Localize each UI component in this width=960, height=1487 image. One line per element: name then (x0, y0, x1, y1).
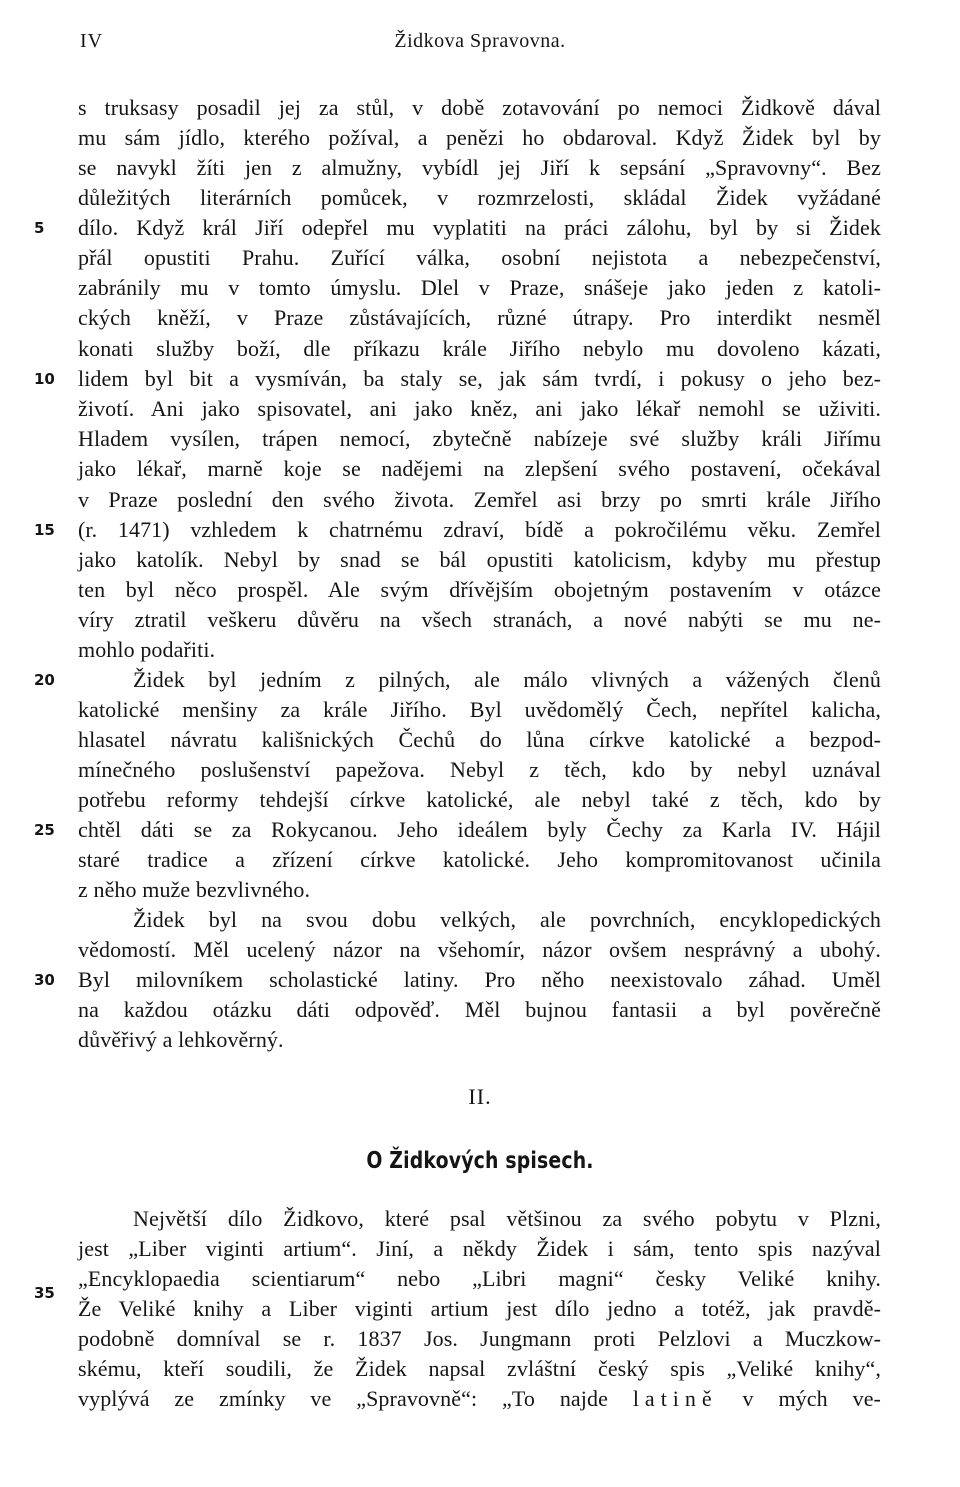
line-marker: 30 (34, 971, 55, 989)
text-line: víry ztratil veškeru důvěru na všech stranách, a nové nabýti se mu ne- (78, 607, 881, 632)
page-number: IV (80, 30, 104, 52)
section-title: O Židkových spisech. (366, 1148, 594, 1174)
text-line: skému, kteří soudili, že Židek napsal zvláštní český spis „Veliké knihy“, (78, 1356, 881, 1381)
text-line: hlasatel návratu kališnických Čechů do lůna církve katolické a bezpod- (78, 727, 881, 752)
text-line: potřebu reformy tehdejší církve katolické, ale nebyl také z těch, kdo by (78, 787, 881, 812)
text-line: mohlo podařiti. (78, 637, 216, 662)
text-line: vědomostí. Měl ucelený názor na všehomír, názor ovšem nesprávný a ubohý. (78, 937, 881, 962)
text-line: Hladem vysílen, trápen nemocí, zbytečně nabízeje své služby králi Jiřímu (78, 426, 881, 451)
line-marker: 10 (34, 370, 55, 388)
text-line: důvěřivý a lehkověrný. (78, 1027, 284, 1052)
text-line: „Encyklopaedia scientiarum“ nebo „Libri magni“ česky Veliké knihy. (78, 1266, 881, 1291)
text-fragment: vyplývá ze zmínky ve „Spravovně“: „To najde (78, 1386, 633, 1411)
text-line: Byl milovníkem scholastické latiny. Pro něho neexistovalo záhad. Uměl (78, 967, 881, 992)
text-line: Židek byl na svou dobu velkých, ale povrchních, encyklopedických (133, 907, 881, 932)
text-line: na každou otázku dáti odpověď. Měl bujnou fantasii a byl pověrečně (78, 997, 881, 1022)
line-marker: 15 (34, 521, 55, 539)
text-line: chtěl dáti se za Rokycanou. Jeho ideálem byly Čechy za Karla IV. Hájil (78, 817, 881, 842)
text-line: podobně domníval se r. 1837 Jos. Jungmann proti Pelzlovi a Muczkow- (78, 1326, 881, 1351)
text-line: se navykl žíti jen z almužny, vybídl jej Jiří k sepsání „Spravovny“. Bez (78, 155, 881, 180)
text-line: katolické menšiny za krále Jiřího. Byl uvědomělý Čech, nepřítel kalicha, (78, 697, 881, 722)
text-line: Že Veliké knihy a Liber viginti artium jest dílo jedno a totéž, jak pravdě- (78, 1296, 881, 1321)
text-line: jako lékař, marně koje se nadějemi na zlepšení svého postavení, očekával (78, 456, 881, 481)
text-line: (r. 1471) vzhledem k chatrnému zdraví, bídě a pokročilému věku. Zemřel (78, 517, 881, 542)
text-line: staré tradice a zřízení církve katolické. Jeho kompromitovanost učinila (78, 847, 881, 872)
text-line: jest „Liber viginti artium“. Jiní, a někdy Židek i sám, tento spis nazýval (78, 1236, 881, 1261)
text-line: dílo. Když král Jiří odepřel mu vyplatiti na práci zálohu, byl by si Židek (78, 215, 881, 240)
running-title: Židkova Spravovna. (394, 30, 566, 52)
text-line: zabránily mu v tomto úmyslu. Dlel v Praze, snášeje jako jeden z katoli- (78, 275, 881, 300)
text-line: mu sám jídlo, kterého požíval, a penězi ho obdaroval. Když Židek byl by (78, 125, 881, 150)
text-line: v Praze poslední den svého života. Zemřel asi brzy po smrti krále Jiřího (78, 487, 881, 512)
text-line: Největší dílo Židkovo, které psal většinou za svého pobytu v Plzni, (133, 1206, 881, 1231)
text-line: s truksasy posadil jej za stůl, v době zotavování po nemoci Židkově dával (78, 95, 881, 120)
spaced-word: latině (632, 1386, 718, 1411)
text-line: životí. Ani jako spisovatel, ani jako kněz, ani jako lékař nemohl se uživiti. (78, 396, 881, 421)
text-line: přál opustiti Prahu. Zuřící válka, osobní nejistota a nebezpečenství, (78, 245, 881, 270)
text-line: z něho muže bezvlivného. (78, 877, 311, 902)
text-fragment: v mých ve- (717, 1386, 881, 1411)
text-line: ten byl něco prospěl. Ale svým dřívějším obojetným postavením v otázce (78, 577, 881, 602)
text-line: lidem byl bit a vysmíván, ba staly se, jak sám tvrdí, i pokusy o jeho bez- (78, 366, 881, 391)
line-marker: 25 (34, 821, 55, 839)
text-line: důležitých literárních pomůcek, v rozmrzelosti, skládal Židek vyžádané (78, 185, 881, 210)
text-line: jako katolík. Nebyl by snad se bál opustiti katolicism, kdyby mu přestup (78, 547, 881, 572)
line-marker: 20 (34, 671, 55, 689)
text-line: Židek byl jedním z pilných, ale málo vlivných a vážených členů (133, 667, 881, 692)
line-marker: 5 (34, 219, 45, 237)
text-line: ckých kněží, v Praze zůstávajících, různé útrapy. Pro interdikt nesměl (78, 305, 881, 330)
section-number: II. (468, 1084, 492, 1109)
text-line (78, 1383, 881, 1415)
text-line: konati služby boží, dle příkazu krále Jiřího nebylo mu dovoleno kázati, (78, 336, 881, 361)
text-line: mínečného poslušenství papežova. Nebyl z těch, kdo by nebyl uznával (78, 757, 881, 782)
line-marker: 35 (34, 1284, 55, 1302)
